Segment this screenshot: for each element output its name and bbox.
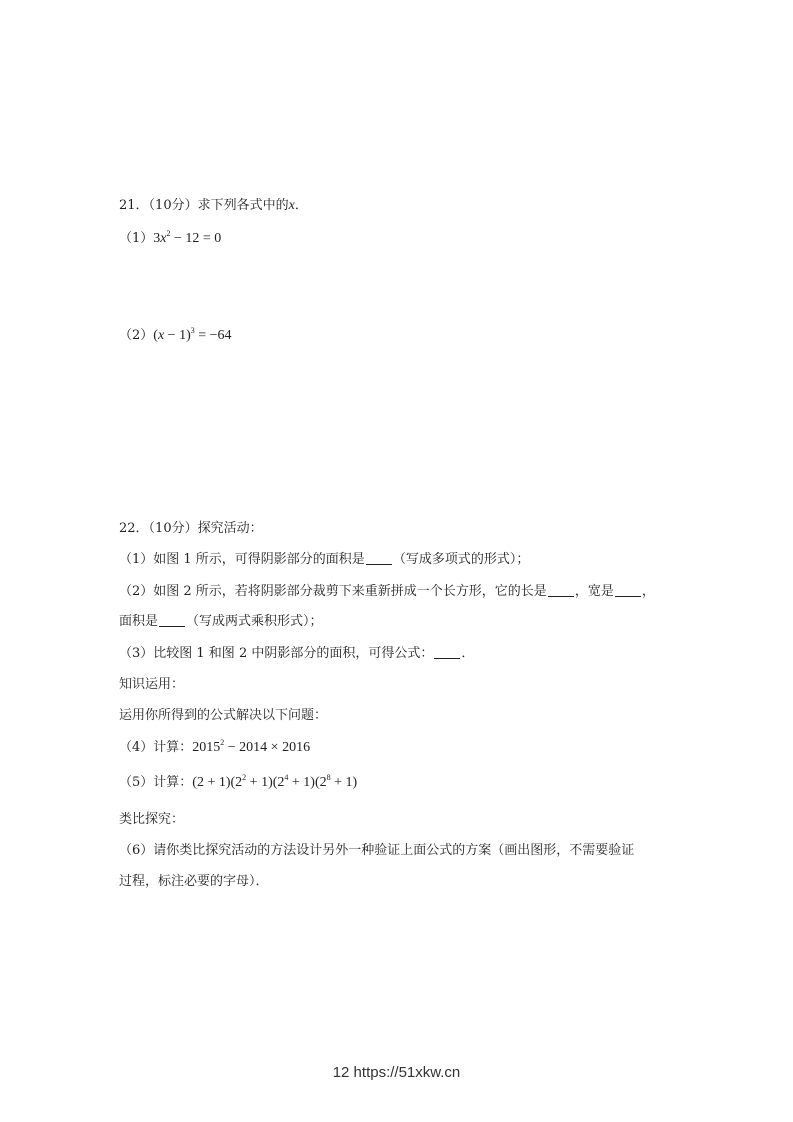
- answer-blank[interactable]: [434, 646, 460, 659]
- term: + 1)(2: [288, 775, 327, 790]
- exponent: 4: [284, 773, 289, 782]
- exponent: 2: [220, 738, 225, 747]
- term: + 1)(2: [246, 775, 285, 790]
- coef: 3: [153, 231, 161, 246]
- term: + 1): [330, 775, 358, 790]
- q22-part3: [119, 646, 474, 662]
- q22-part2-comma: ，: [641, 584, 655, 599]
- q22-part3-end: ．: [461, 646, 475, 661]
- q21-part2-label: （2）: [119, 328, 154, 343]
- exponent: 3: [190, 326, 195, 335]
- page-footer: 12 https://51xkw.cn: [332, 1064, 461, 1081]
- q22-part2: [119, 584, 655, 600]
- q21-part1-label: （1）: [119, 231, 154, 246]
- q22-part4: [119, 740, 310, 756]
- rest: = −64: [194, 328, 232, 343]
- q22-part6-cont: 过程，标注必要的字母）．: [119, 874, 269, 889]
- rest: − 12 = 0: [170, 231, 222, 246]
- term: (2 + 1)(2: [192, 775, 243, 790]
- q21-heading-var: x: [288, 198, 295, 213]
- q22-part3-text: （3）比较图 1 和图 2 中阴影部分的面积，可得公式：: [119, 646, 434, 661]
- q21-heading-end: ．: [294, 198, 308, 213]
- q21-heading: [119, 198, 308, 214]
- exponent: 2: [242, 773, 247, 782]
- q22-part1-text-end: （写成多项式的形式）；: [392, 552, 530, 567]
- section-knowledge-text: 运用你所得到的公式解决以下问题：: [119, 708, 328, 723]
- open: (: [153, 328, 158, 343]
- q22-part6: （6）请你类比探究活动的方法设计另外一种验证上面公式的方案（画出图形，不需要验证: [119, 843, 635, 858]
- q22-heading: 22．（10分）探究活动：: [119, 521, 263, 536]
- q22-part2-area-text: 面积是: [119, 614, 159, 629]
- answer-blank[interactable]: [366, 552, 392, 565]
- mid: − 1): [164, 328, 191, 343]
- q22-part4-expression: [192, 740, 310, 755]
- exponent: 2: [166, 229, 171, 238]
- q21-part1-equation: [153, 231, 221, 246]
- section-analogy: 类比探究：: [119, 812, 185, 827]
- var: x: [157, 328, 165, 343]
- q22-part2-text: （2）如图 2 所示，若将阴影部分裁剪下来重新拼成一个长方形，它的长是: [119, 584, 547, 599]
- q21-heading-text: 21．（10分）求下列各式中的: [119, 198, 289, 213]
- q22-part2-text-width: ，宽是: [574, 584, 614, 599]
- q22-part2-text-end: （写成两式乘积形式）；: [186, 614, 323, 629]
- q22-part5-expression: [192, 775, 357, 790]
- rest: − 2014 × 2016: [224, 740, 311, 755]
- answer-blank[interactable]: [548, 584, 574, 597]
- exponent: 8: [326, 773, 331, 782]
- answer-blank[interactable]: [159, 614, 185, 627]
- q22-part1-text: （1）如图 1 所示，可得阴影部分的面积是: [119, 552, 365, 567]
- base: 2015: [192, 740, 221, 755]
- var: x: [160, 231, 167, 246]
- section-knowledge: 知识运用：: [119, 677, 185, 692]
- q21-part1: [119, 231, 221, 247]
- q21-part2-equation: [153, 328, 231, 343]
- q22-part4-label: （4）计算：: [119, 740, 193, 755]
- answer-blank[interactable]: [615, 584, 641, 597]
- q22-part5-label: （5）计算：: [119, 775, 193, 790]
- q22-part1: [119, 552, 529, 568]
- q21-part2: [119, 328, 232, 344]
- q22-part5: [119, 775, 357, 791]
- q22-part2-cont: [119, 614, 323, 630]
